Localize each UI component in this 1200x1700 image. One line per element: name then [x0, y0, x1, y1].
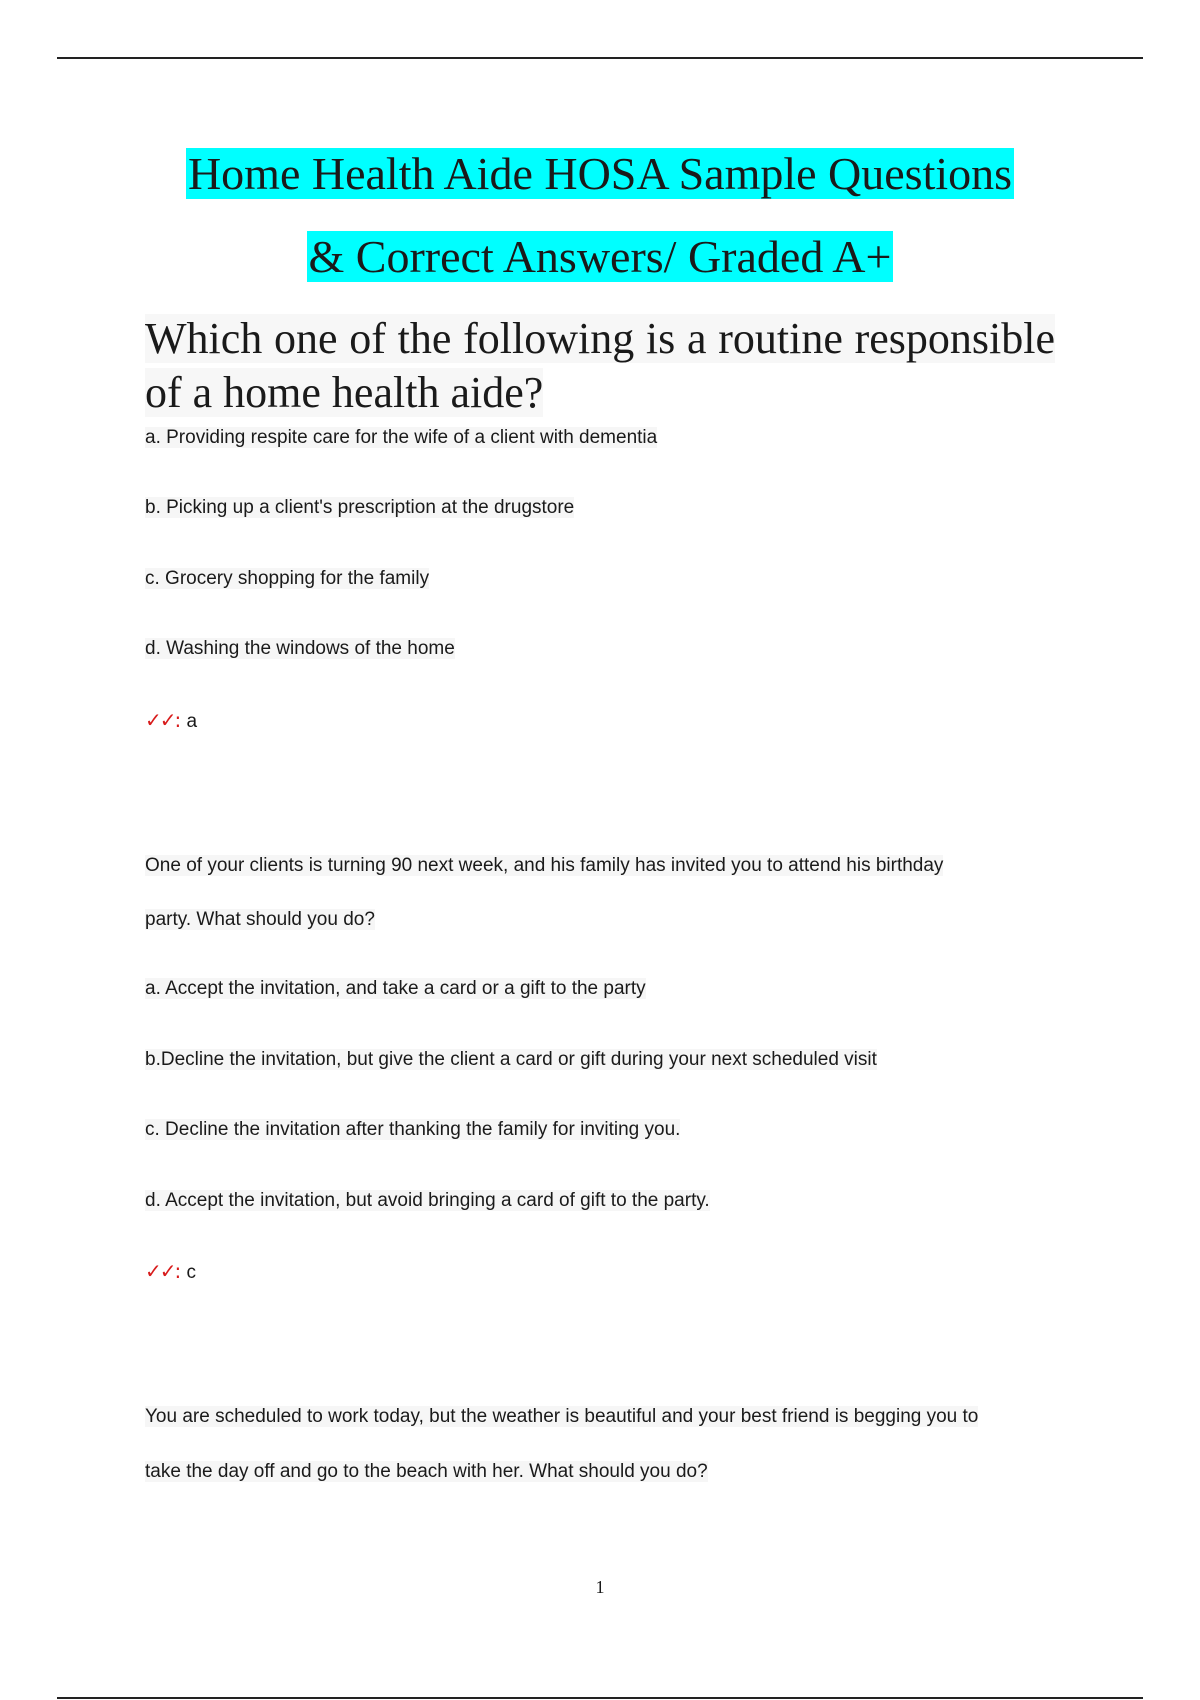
double-check-icon: ✓✓: [145, 708, 180, 732]
question-1-option-c: c. Grocery shopping for the family [145, 568, 430, 589]
document-title-line-2 [0, 229, 1200, 285]
question-1-text: Which one of the following is a routine responsible of a home health aide? [145, 314, 1055, 417]
question-1-answer [145, 707, 197, 735]
question-3-text-line-2: take the day off and go to the beach with her. What should you do? [145, 1461, 708, 1482]
question-2-text-line-2: party. What should you do? [145, 909, 375, 930]
question-2-option-b: b.Decline the invitation, but give the client a card or gift during your next scheduled visit [145, 1049, 877, 1070]
question-2-answer [145, 1258, 196, 1286]
document-title-line-1 [0, 146, 1200, 202]
question-2-option-d: d. Accept the invitation, but avoid bringing a card of gift to the party. [145, 1190, 710, 1211]
answer-value: c [186, 1262, 197, 1283]
page-number: 1 [595, 1577, 605, 1597]
question-2-option-c: c. Decline the invitation after thanking the family for inviting you. [145, 1119, 681, 1140]
question-1-option-a: a. Providing respite care for the wife of a client with dementia [145, 427, 658, 448]
question-1-option-d: d. Washing the windows of the home [145, 638, 455, 659]
question-2-option-a: a. Accept the invitation, and take a card or a gift to the party [145, 978, 646, 999]
double-check-icon: ✓✓: [145, 1259, 180, 1283]
footer-rule [57, 1697, 1143, 1699]
question-3-text-line-1: You are scheduled to work today, but the weather is beautiful and your best friend is begging you to [145, 1406, 979, 1427]
title-highlight: Home Health Aide HOSA Sample Questions [187, 148, 1013, 199]
title-highlight: & Correct Answers/ Graded A+ [308, 231, 892, 282]
header-rule [57, 57, 1143, 59]
question-2-text-line-1: One of your clients is turning 90 next week, and his family has invited you to attend his birthday [145, 855, 944, 876]
question-1-option-b: b. Picking up a client's prescription at the drugstore [145, 497, 575, 518]
answer-value: a [186, 711, 198, 732]
